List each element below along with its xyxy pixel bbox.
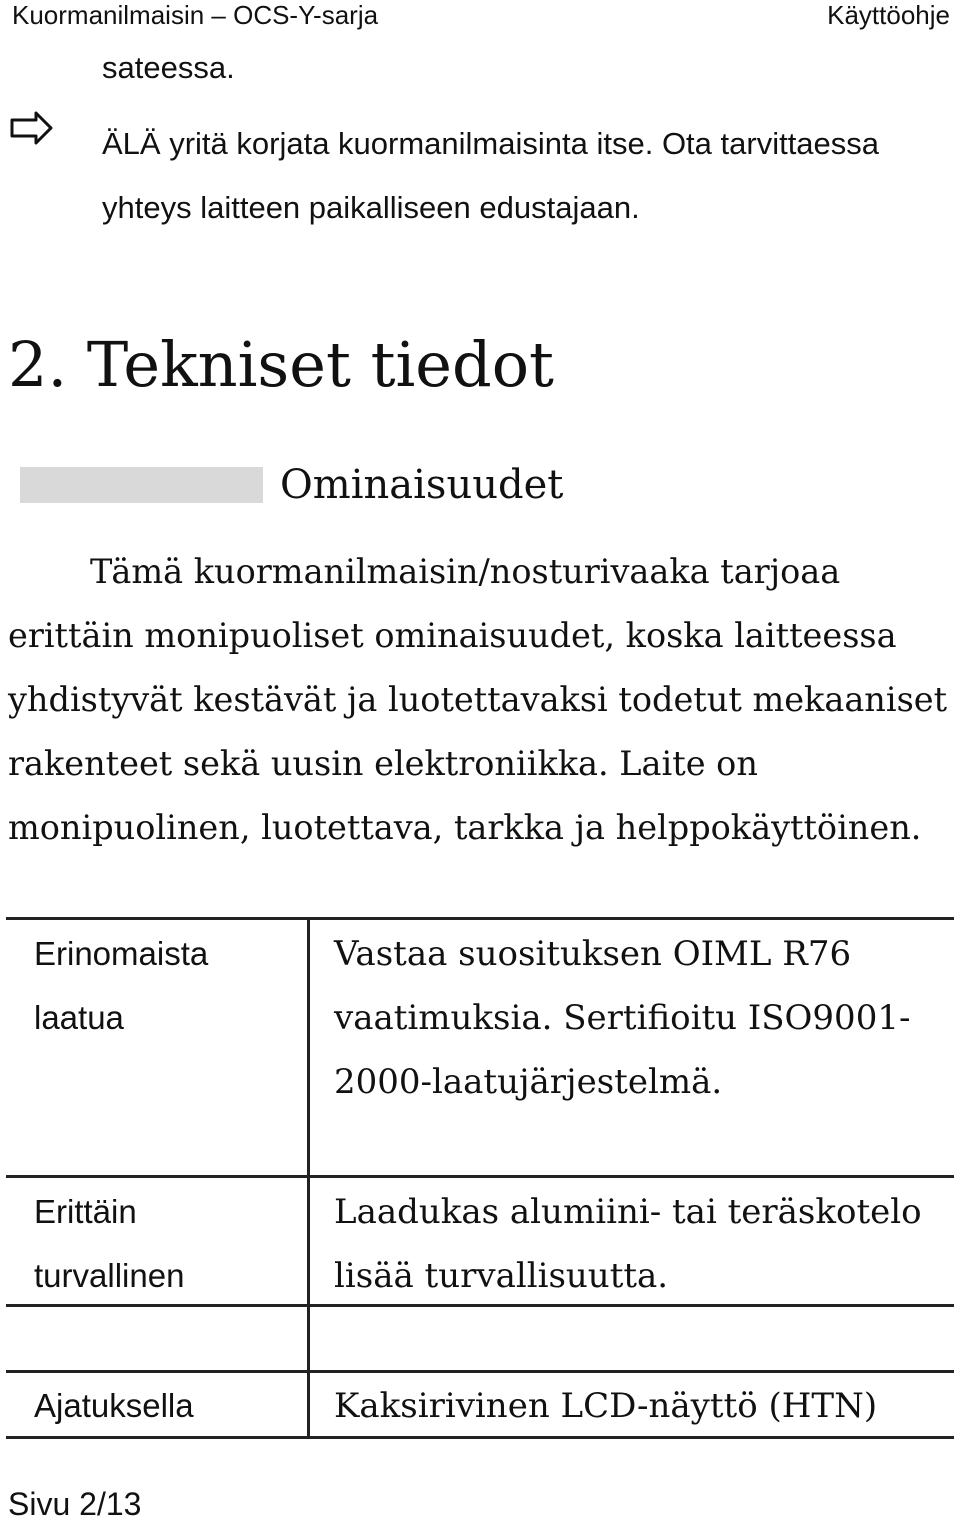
intro-paragraph — [8, 540, 958, 860]
table-cell-label: Ajatuksella — [34, 1387, 194, 1424]
section-heading — [8, 330, 554, 400]
table-column-divider — [307, 919, 310, 1438]
subsection-marker — [20, 467, 263, 503]
table-cell-label: Erittäin turvallinen — [34, 1193, 185, 1294]
table-cell-label: Erinomaista laatua — [34, 935, 209, 1036]
page-number: Sivu 2/13 — [8, 1486, 142, 1522]
table-rule — [6, 1370, 954, 1373]
intro-text: Tämä kuormanilmaisin/nosturivaaka tarjoaa erittäin monipuoliset ominaisuudet, koska laitteessa yhdistyvät kestävät ja luotettavaksi todetut mekaaniset rakenteet sekä uusin elektroniikka. Laite on monipuolinen, luotettava, tarkka ja helppokäyttöinen. — [8, 552, 948, 847]
warning-text: ÄLÄ yritä korjata kuormanilmaisinta itse. Ota tarvittaessa yhteys laitteen paikalliseen edustajaan. — [102, 126, 880, 225]
table-rule — [6, 1175, 954, 1178]
header-document-type: Käyttöohje — [827, 0, 950, 30]
table-rule — [6, 917, 954, 920]
table-cell-value: Kaksirivinen LCD-näyttö (HTN) — [334, 1386, 878, 1426]
table-cell-value: Vastaa suosituksen OIML R76 vaatimuksia. Sertifioitu ISO9001-2000-laatujärjestelmä. — [334, 934, 911, 1102]
header-document-title: Kuormanilmaisin – OCS-Y-sarja — [12, 0, 379, 30]
arrow-right-icon — [8, 110, 54, 154]
section-number: 2. — [8, 328, 68, 401]
subsection-heading: Ominaisuudet — [280, 462, 564, 508]
section-title: Tekniset tiedot — [86, 328, 554, 401]
continuation-text: sateessa. — [102, 50, 235, 85]
table-cell-value: Laadukas alumiini- tai teräskotelo lisää turvallisuutta. — [334, 1192, 922, 1296]
